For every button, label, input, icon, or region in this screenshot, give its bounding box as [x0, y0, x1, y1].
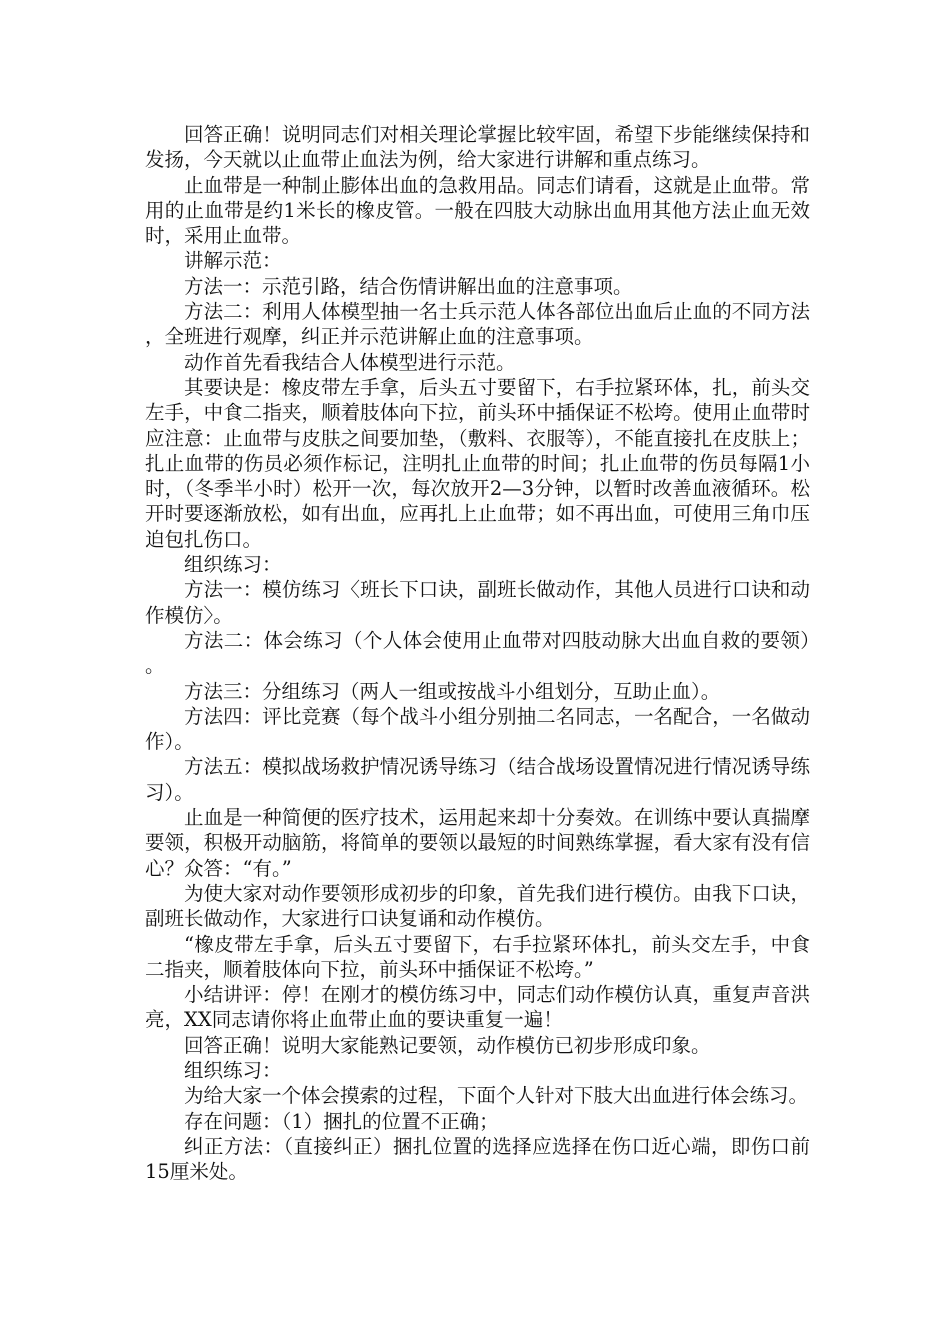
paragraph-5: 方法二：利用人体模型抽一名士兵示范人体各部位出血后止血的不同方法，全班进行观摩，纠正并示范讲解止血的注意事项。	[145, 300, 810, 349]
paragraph-8: 组织练习：	[184, 553, 282, 577]
document-body	[145, 122, 810, 1184]
paragraph-21: 存在问题：（1）捆扎的位置不正确；	[184, 1109, 499, 1133]
paragraph-1: 回答正确！说明同志们对相关理论掌握比较牢固，希望下步能继续保持和发扬，今天就以止血带止血法为例，给大家进行讲解和重点练习。	[145, 123, 810, 172]
paragraph-9: 方法一：模仿练习〈班长下口诀，副班长做动作，其他人员进行口诀和动作模仿〉。	[145, 578, 810, 627]
paragraph-17: 小结讲评：停！在刚才的模仿练习中，同志们动作模仿认真，重复声音洪亮，XX同志请你将止血带止血的要诀重复一遍！	[145, 983, 810, 1032]
paragraph-11: 方法三：分组练习（两人一组或按战斗小组划分，互助止血）。	[184, 679, 721, 703]
paragraph-3: 讲解示范：	[184, 249, 282, 273]
paragraph-4: 方法一：示范引路，结合伤情讲解出血的注意事项。	[184, 274, 633, 298]
paragraph-14: 止血是一种简便的医疗技术，运用起来却十分奏效。在训练中要认真揣摩要领，积极开动脑筋，将简单的要领以最短的时间熟练掌握，看大家有没有信心？众答：“有。”	[145, 806, 810, 880]
paragraph-16: “橡皮带左手拿，后头五寸要留下，右手拉紧环体扎，前头交左手，中食二指夹，顺着肢体向下拉，前头环中插保证不松垮。”	[145, 932, 810, 981]
paragraph-2: 止血带是一种制止膨体出血的急救用品。同志们请看，这就是止血带。常用的止血带是约1米长的橡皮管。一般在四肢大动脉出血用其他方法止血无效时，采用止血带。	[145, 173, 810, 248]
paragraph-18: 回答正确！说明大家能熟记要领，动作模仿已初步形成印象。	[184, 1033, 711, 1057]
paragraph-6: 动作首先看我结合人体模型进行示范。	[184, 350, 516, 374]
paragraph-12: 方法四：评比竞赛（每个战斗小组分别抽二名同志，一名配合，一名做动作）。	[145, 704, 810, 754]
paragraph-15: 为使大家对动作要领形成初步的印象，首先我们进行模仿。由我下口诀，副班长做动作，大家进行口诀复诵和动作模仿。	[145, 881, 810, 931]
paragraph-13: 方法五：模拟战场救护情况诱导练习（结合战场设置情况进行情况诱导练习）。	[145, 755, 810, 804]
paragraph-7: 其要诀是：橡皮带左手拿，后头五寸要留下，右手拉紧环体，扎，前头交左手，中食二指夹，顺着肢体向下拉，前头环中插保证不松垮。使用止血带时应注意：止血带与皮肤之间要加垫，（敷料、衣服等），不能直接扎在皮肤上；扎止血带的伤员必须作标记，注明扎止血带的时间；扎止血带的伤员每隔1小时，（冬季半小时）松开一次，每次放开2—3分钟，以暂时改善血液循环。松开时要逐渐放松，如有出血，应再扎上止血带；如不再出血，可使用三角巾压迫包扎伤口。	[145, 375, 810, 551]
paragraph-19: 组织练习：	[184, 1058, 282, 1082]
paragraph-20: 为给大家一个体会摸索的过程，下面个人针对下肢大出血进行体会练习。	[184, 1084, 809, 1108]
paragraph-22: 纠正方法：（直接纠正）捆扎位置的选择应选择在伤口近心端，即伤口前15厘米处。	[145, 1134, 810, 1184]
paragraph-10: 方法二：体会练习（个人体会使用止血带对四肢动脉大出血自救的要领）。	[145, 628, 810, 678]
